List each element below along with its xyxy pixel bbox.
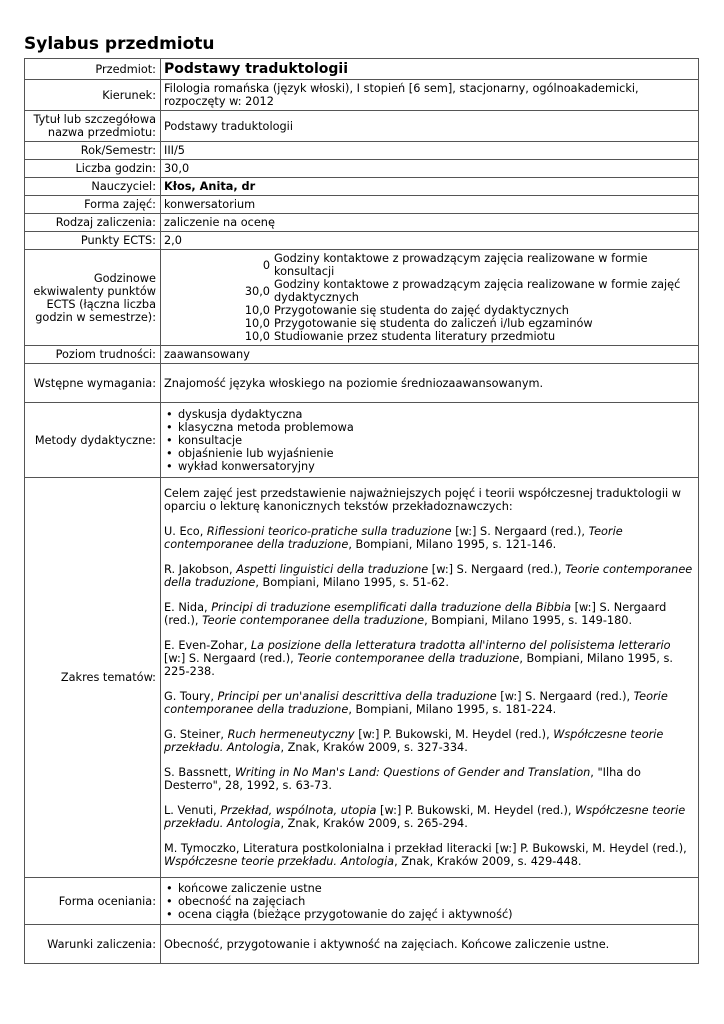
value-poziom: zaawansowany — [161, 346, 699, 364]
list-item: • obecność na zajęciach — [164, 895, 695, 908]
label-godzin: Liczba godzin: — [25, 160, 161, 178]
row-poziom — [25, 346, 699, 364]
hours-value: 0 — [262, 258, 270, 272]
value-wymagania: Znajomość języka włoskiego na poziomie średniozaawansowanym. — [161, 364, 699, 403]
hours-table — [164, 252, 695, 343]
syllabus-table — [24, 58, 699, 964]
label-godzinowe: Godzinowe ekwiwalenty punktów ECTS (łączna liczba godzin w semestrze): — [25, 250, 161, 346]
value-przedmiot: Podstawy traduktologii — [161, 59, 699, 80]
value-warunki: Obecność, przygotowanie i aktywność na zajęciach. Końcowe zaliczenie ustne. — [161, 925, 699, 964]
hours-row — [164, 278, 695, 304]
hours-desc: Studiowanie przez studenta literatury przedmiotu — [274, 330, 556, 343]
row-ects — [25, 232, 699, 250]
hours-row — [164, 304, 695, 317]
row-warunki — [25, 925, 699, 964]
label-kierunek: Kierunek: — [25, 80, 161, 111]
reference-item: G. Steiner, Ruch hermeneutyczny [w:] P. Bukowski, M. Heydel (red.), Współczesne teorie przekładu. Antologia, Znak, Kraków 2009, s. 327-334. — [164, 728, 664, 754]
row-oceniania — [25, 878, 699, 925]
label-warunki: Warunki zaliczenia: — [25, 925, 161, 964]
reference-item: E. Even-Zohar, La posizione della letteratura tradotta all'interno del polisistema letterario [w:] S. Nergaard (red.), Teorie contemporanee della traduzione, Bompiani, Milano 1995, s. 225-238. — [164, 639, 673, 678]
reference-item: U. Eco, Riflessioni teorico-pratiche sulla traduzione [w:] S. Nergaard (red.), Teorie contemporanee della traduzione, Bompiani, Milano 1995, s. 121-146. — [164, 525, 623, 551]
value-tytul: Podstawy traduktologii — [161, 111, 699, 142]
row-godzinowe — [25, 250, 699, 346]
value-rodzaj: zaliczenie na ocenę — [161, 214, 699, 232]
hours-value: 10,0 — [244, 317, 270, 330]
reference-item: G. Toury, Principi per un'analisi descrittiva della traduzione [w:] S. Nergaard (red.), Teorie contemporanee della traduzione, Bompiani, Milano 1995, s. 181-224. — [164, 690, 668, 716]
row-forma — [25, 196, 699, 214]
label-forma: Forma zajęć: — [25, 196, 161, 214]
value-oceniania — [161, 878, 699, 925]
hours-row — [164, 317, 695, 330]
label-zakres: Zakres tematów: — [25, 478, 161, 878]
hours-value: 10,0 — [244, 330, 270, 343]
label-oceniania: Forma oceniania: — [25, 878, 161, 925]
row-nauczyciel — [25, 178, 699, 196]
label-rok: Rok/Semestr: — [25, 142, 161, 160]
label-metody: Metody dydaktyczne: — [25, 403, 161, 478]
value-nauczyciel: Kłos, Anita, dr — [161, 178, 699, 196]
hours-row — [164, 330, 695, 343]
hours-value: 30,0 — [244, 284, 270, 298]
label-nauczyciel: Nauczyciel: — [25, 178, 161, 196]
hours-desc: Przygotowanie się studenta do zajęć dydaktycznych — [274, 304, 569, 317]
value-metody — [161, 403, 699, 478]
hours-value: 10,0 — [244, 304, 270, 317]
list-item: • wykład konwersatoryjny — [164, 460, 695, 473]
metody-list — [164, 408, 695, 473]
value-ects: 2,0 — [161, 232, 699, 250]
label-rodzaj: Rodzaj zaliczenia: — [25, 214, 161, 232]
list-item: • końcowe zaliczenie ustne — [164, 882, 695, 895]
row-metody — [25, 403, 699, 478]
reference-item: M. Tymoczko, Literatura postkolonialna i przekład literacki [w:] P. Bukowski, M. Heydel (red.), Współczesne teorie przekładu. Antologia, Znak, Kraków 2009, s. 429-448. — [164, 842, 687, 868]
list-item: • klasyczna metoda problemowa — [164, 421, 695, 434]
value-forma: konwersatorium — [161, 196, 699, 214]
label-ects: Punkty ECTS: — [25, 232, 161, 250]
value-godzin: 30,0 — [161, 160, 699, 178]
zakres-intro: Celem zajęć jest przedstawienie najważniejszych pojęć i teorii współczesnej traduktologii w oparciu o lekturę kanonicznych tekstów przekładoznawczych: — [164, 487, 681, 513]
value-zakres — [161, 478, 699, 878]
row-tytul — [25, 111, 699, 142]
value-kierunek: Filologia romańska (język włoski), I stopień [6 sem], stacjonarny, ogólnoakademicki, rozpoczęty w: 2012 — [161, 80, 699, 111]
reference-item: R. Jakobson, Aspetti linguistici della traduzione [w:] S. Nergaard (red.), Teorie contemporanee della traduzione, Bompiani, Milano 1995, s. 51-62. — [164, 563, 693, 589]
row-przedmiot — [25, 59, 699, 80]
reference-item: S. Bassnett, Writing in No Man's Land: Questions of Gender and Translation, "Ilha do Desterro", 28, 1992, s. 63-73. — [164, 766, 641, 792]
value-godzinowe — [161, 250, 699, 346]
page-title: Sylabus przedmiotu — [24, 34, 215, 54]
reference-item: E. Nida, Principi di traduzione esemplificati dalla traduzione della Bibbia [w:] S. Nergaard (red.), Teorie contemporanee della traduzione, Bompiani, Milano 1995, s. 149-180. — [164, 601, 667, 627]
ocenianie-list — [164, 882, 695, 921]
label-tytul: Tytuł lub szczegółowa nazwa przedmiotu: — [25, 111, 161, 142]
row-zakres — [25, 478, 699, 878]
hours-desc: Godziny kontaktowe z prowadzącym zajęcia realizowane w formie konsultacji — [274, 252, 648, 278]
label-poziom: Poziom trudności: — [25, 346, 161, 364]
row-rodzaj — [25, 214, 699, 232]
list-item: • ocena ciągła (bieżące przygotowanie do zajęć i aktywność) — [164, 908, 695, 921]
row-wymagania — [25, 364, 699, 403]
hours-desc: Godziny kontaktowe z prowadzącym zajęcia realizowane w formie zajęć dydaktycznych — [274, 278, 681, 304]
label-przedmiot: Przedmiot: — [25, 59, 161, 80]
hours-row — [164, 252, 695, 278]
value-rok: III/5 — [161, 142, 699, 160]
list-item: • dyskusja dydaktyczna — [164, 408, 695, 421]
label-wymagania: Wstępne wymagania: — [25, 364, 161, 403]
reference-item: L. Venuti, Przekład, wspólnota, utopia [w:] P. Bukowski, M. Heydel (red.), Współczesne teorie przekładu. Antologia, Znak, Kraków 2009, s. 265-294. — [164, 804, 686, 830]
list-item: • konsultacje — [164, 434, 695, 447]
hours-desc: Przygotowanie się studenta do zaliczeń i/lub egzaminów — [274, 317, 593, 330]
row-godzin — [25, 160, 699, 178]
list-item: • objaśnienie lub wyjaśnienie — [164, 447, 695, 460]
row-kierunek — [25, 80, 699, 111]
row-rok — [25, 142, 699, 160]
